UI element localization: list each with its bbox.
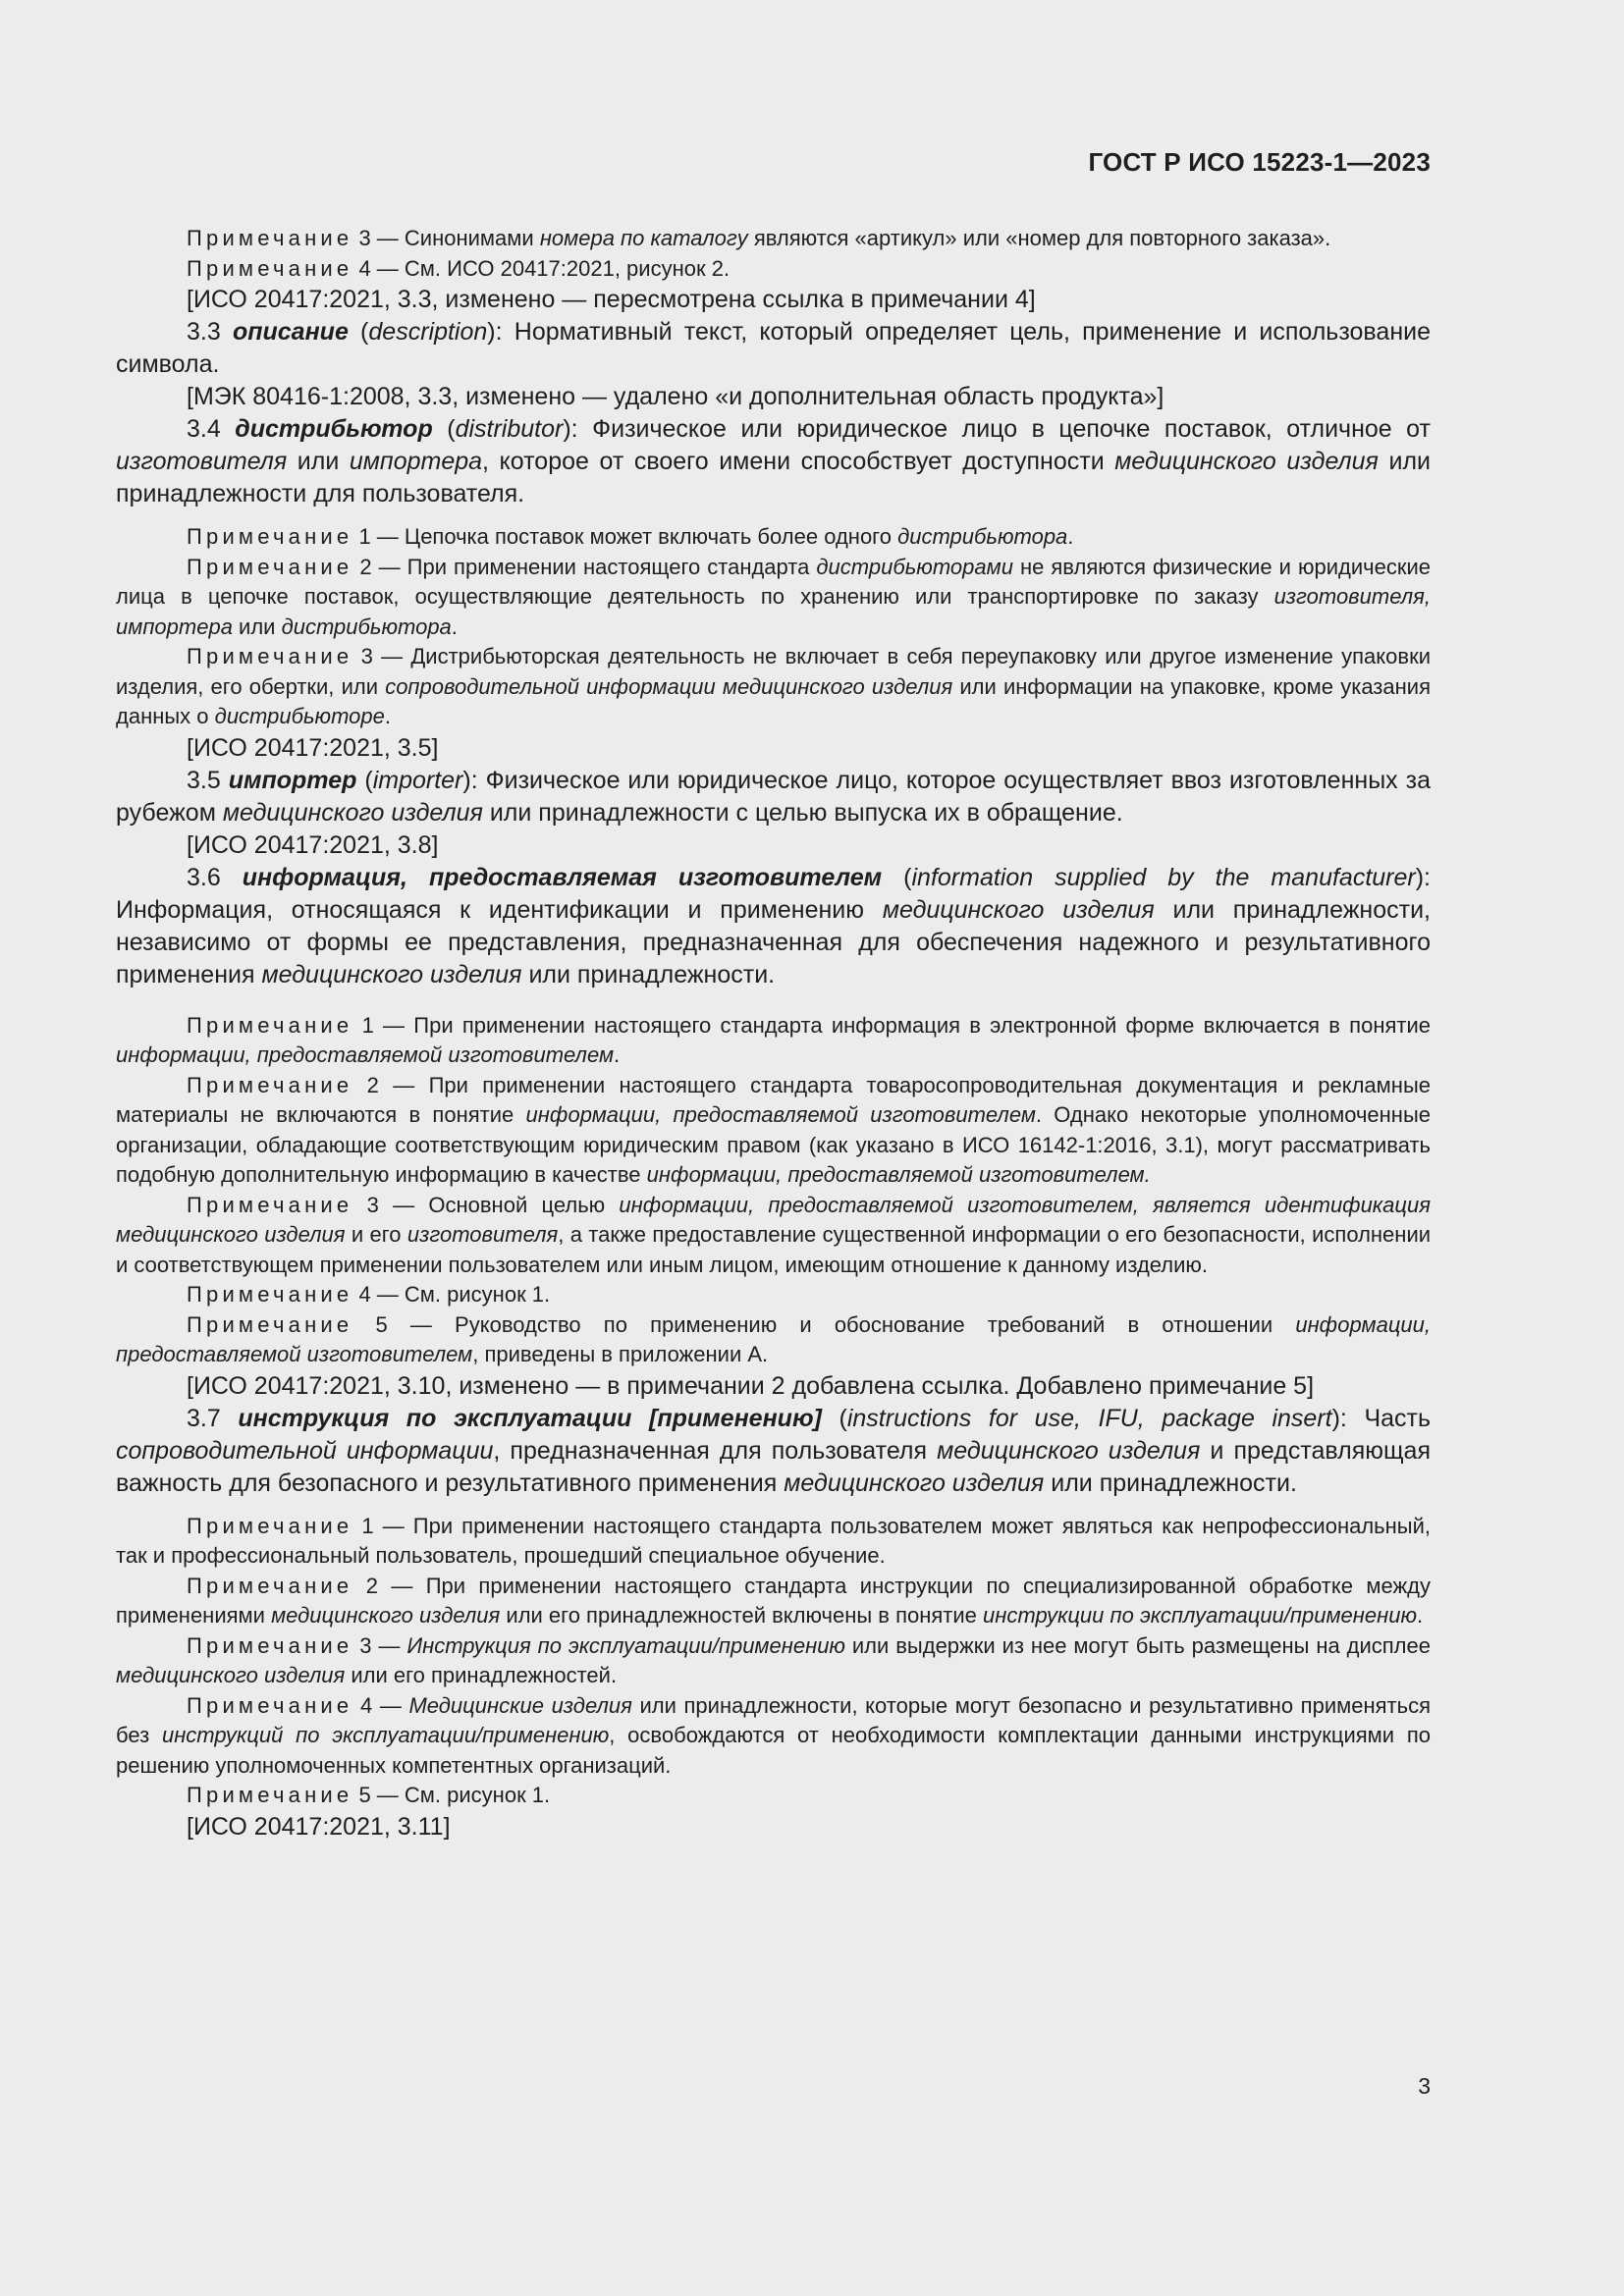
term-heading: описание <box>232 318 349 346</box>
text-run: 3.6 <box>187 863 243 891</box>
italic-term: distributor <box>455 415 564 443</box>
italic-term: сопроводительной информации медицинского изделия <box>385 673 953 699</box>
text-run: ( <box>348 318 369 346</box>
text-run: 4 — См. рисунок 1. <box>352 1282 551 1307</box>
text-run: не являются физические и юридические лица в цепочке поставок, осуществляющие деятельность по хранению или транспортировке по заказу <box>116 554 1431 609</box>
note-paragraph <box>116 1691 1431 1782</box>
text-paragraph <box>116 316 1431 381</box>
italic-term: медицинского изделия <box>1114 448 1379 475</box>
note-paragraph <box>116 1631 1431 1691</box>
text-run: и представляющая важность для безопасного и результативного применения <box>116 1436 1431 1497</box>
text-run: [ИСО 20417:2021, 3.8] <box>187 830 439 859</box>
italic-term: импортера <box>349 448 483 475</box>
term-heading: инструкция по эксплуатации [применению] <box>238 1404 822 1432</box>
text-paragraph <box>116 381 1431 413</box>
text-paragraph <box>116 765 1431 829</box>
italic-term: description <box>368 318 488 346</box>
text-run: 2 — При применении настоящего стандарта товаросопроводительная документация и рекламные материалы не включаются в понятие <box>116 1072 1431 1127</box>
note-label: Примечание <box>187 255 353 281</box>
text-run: 3.4 <box>187 415 236 443</box>
note-paragraph <box>116 522 1431 553</box>
text-run: . Однако некоторые уполномоченные организации, обладающие соответствующим юридическим правом (как указано в ИСО 16142-1:2016, 3.1), могут рассматривать подобную дополнительную информацию в качестве <box>116 1102 1431 1187</box>
italic-term: медицинского изделия <box>261 960 522 988</box>
note-paragraph <box>116 1011 1431 1071</box>
italic-term: information supplied by the manufacturer <box>911 863 1416 891</box>
note-paragraph <box>116 1781 1431 1811</box>
text-run: 3 — Синонимами <box>352 226 540 250</box>
text-run: . <box>384 704 391 728</box>
italic-term: importer <box>372 766 463 794</box>
text-run: , освобождаются от необходимости комплектации данными инструкциями по решению уполномоченных компетентных организаций. <box>116 1723 1431 1778</box>
text-run: 5 — См. рисунок 1. <box>352 1783 551 1807</box>
text-run: или информации на упаковке, кроме указания данных о <box>116 673 1431 728</box>
italic-term: instructions for use, IFU, package insert <box>846 1404 1332 1432</box>
note-label: Примечание <box>187 1192 353 1217</box>
text-run: ): Физическое или юридическое лицо в цепочке поставок, отличное от <box>563 415 1431 443</box>
italic-term: медицинского изделия <box>937 1436 1201 1465</box>
text-run: 4 — <box>352 1692 409 1718</box>
text-run: [ИСО 20417:2021, 3.3, изменено — пересмотрена ссылка в примечании 4] <box>187 286 1036 313</box>
text-run: 1 — При применении настоящего стандарта информация в электронной форме включается в понятие <box>352 1012 1431 1038</box>
note-label: Примечание <box>187 524 353 549</box>
text-run: ): Часть <box>1331 1404 1432 1432</box>
text-run: [ИСО 20417:2021, 3.11] <box>187 1812 451 1841</box>
text-run: или его принадлежностей. <box>345 1663 618 1687</box>
text-run: или принадлежности. <box>1044 1468 1297 1497</box>
italic-term: медицинского изделия <box>784 1468 1045 1497</box>
text-run: . <box>614 1042 621 1067</box>
text-paragraph <box>116 829 1431 862</box>
text-run: . <box>1417 1603 1424 1628</box>
note-paragraph <box>116 1071 1431 1191</box>
note-label: Примечание <box>187 1573 353 1598</box>
note-label: Примечание <box>187 1012 353 1038</box>
text-run: ( <box>821 1404 847 1432</box>
italic-term: сопроводительной информации <box>116 1436 494 1465</box>
note-paragraph <box>116 1280 1431 1310</box>
note-paragraph <box>116 1512 1431 1572</box>
note-label: Примечание <box>187 1692 353 1718</box>
text-run: 3 — <box>352 1632 407 1658</box>
text-paragraph <box>116 862 1431 991</box>
term-heading: импортер <box>228 766 357 794</box>
text-run: или принадлежности, независимо от формы ее представления, предназначенная для обеспечения надежного и результативного применения <box>116 895 1432 988</box>
text-run: ( <box>882 863 912 891</box>
text-paragraph <box>116 1403 1431 1500</box>
text-run: или его принадлежностей включены в понятие <box>500 1603 984 1628</box>
italic-term: инструкций по эксплуатации/применению <box>161 1723 610 1747</box>
text-paragraph <box>116 1370 1431 1403</box>
text-run: 3.5 <box>187 766 229 794</box>
note-label: Примечание <box>187 554 353 579</box>
italic-term: информации, предоставляемой изготовителем. <box>646 1162 1151 1187</box>
text-run: [ИСО 20417:2021, 3.10, изменено — в примечании 2 добавлена ссылка. Добавлено примечание 5] <box>187 1371 1315 1400</box>
text-run: [МЭК 80416-1:2008, 3.3, изменено — удалено «и дополнительная область продукта»] <box>187 383 1164 410</box>
italic-term: медицинского изделия <box>116 1663 346 1687</box>
note-paragraph <box>116 553 1431 643</box>
text-run: или <box>232 614 282 639</box>
italic-term: изготовителя <box>116 448 288 475</box>
text-run: 3.7 <box>187 1404 239 1432</box>
text-run: ): Физическое или юридическое лицо, которое осуществляет ввоз изготовленных за рубежом <box>116 766 1431 827</box>
note-paragraph <box>116 1572 1431 1631</box>
italic-term: Медицинские изделия <box>408 1692 632 1718</box>
italic-term: медицинского изделия <box>882 895 1155 924</box>
note-paragraph <box>116 254 1431 285</box>
note-paragraph <box>116 642 1431 732</box>
italic-term: изготовителя, импортера <box>116 584 1431 639</box>
note-label: Примечание <box>187 1783 353 1807</box>
note-label: Примечание <box>187 226 353 250</box>
text-run: 1 — При применении настоящего стандарта пользователем может являться как непрофессиональный, так и профессиональный пользователь, прошедший специальное обучение. <box>116 1513 1431 1568</box>
text-run: 5 — Руководство по применению и обоснование требований в отношении <box>352 1311 1296 1337</box>
text-run: , которое от своего имени способствует доступности <box>482 448 1115 475</box>
note-label: Примечание <box>187 644 353 668</box>
text-run: , а также предоставление существенной информации о его безопасности, исполнении и соответствующем применении пользователем или иным лицом, имеющим отношение к данному изделию. <box>116 1222 1432 1277</box>
text-run: являются «артикул» или «номер для повторного заказа». <box>747 226 1331 250</box>
text-run: ( <box>356 766 373 794</box>
italic-term: информации, предоставляемой изготовителем <box>525 1102 1036 1127</box>
text-run: или <box>287 448 350 475</box>
text-run: или принадлежности. <box>521 960 776 988</box>
italic-term: информации, предоставляемой изготовителем <box>116 1311 1431 1366</box>
text-paragraph <box>116 284 1431 316</box>
note-label: Примечание <box>187 1072 353 1097</box>
text-run: 1 — Цепочка поставок может включать более одного <box>352 524 898 549</box>
note-label: Примечание <box>187 1282 353 1307</box>
italic-term: инструкции по эксплуатации/применению <box>983 1603 1418 1628</box>
text-run: . <box>1067 524 1074 549</box>
document-body <box>116 224 1431 1843</box>
note-label: Примечание <box>187 1311 353 1337</box>
italic-term: дистрибьюторе <box>214 704 385 728</box>
note-paragraph <box>116 224 1431 254</box>
text-run: или выдержки из нее могут быть размещены на дисплее <box>844 1632 1431 1658</box>
text-run: 3.3 <box>187 318 233 346</box>
italic-term: информации, предоставляемой изготовителем, является идентификация медицинского изделия <box>116 1192 1431 1247</box>
italic-term: изготовителя <box>406 1222 559 1247</box>
italic-term: номера по каталогу <box>539 226 748 250</box>
note-paragraph <box>116 1310 1431 1370</box>
italic-term: дистрибьютора <box>897 524 1068 549</box>
text-run: или принадлежности с целью выпуска их в обращение. <box>482 798 1123 827</box>
term-heading: информация, предоставляемая изготовителем <box>242 863 883 891</box>
text-paragraph <box>116 732 1431 765</box>
document-code-header: ГОСТ Р ИСО 15223-1—2023 <box>1088 147 1431 177</box>
text-run: или принадлежности, которые могут безопасно и результативно применяться без <box>116 1692 1431 1747</box>
text-run: , предназначенная для пользователя <box>493 1436 938 1465</box>
term-heading: дистрибьютор <box>235 415 433 443</box>
text-run: ): Информация, относящаяся к идентификации и применению <box>116 863 1432 924</box>
text-run: [ИСО 20417:2021, 3.5] <box>187 733 439 762</box>
italic-term: дистрибьютора <box>281 614 452 639</box>
note-paragraph <box>116 1191 1431 1281</box>
document-page <box>116 0 1431 2296</box>
text-run: 3 — Дистрибьюторская деятельность не включает в себя переупаковку или другое изменение упаковки изделия, его обертки, или <box>116 644 1431 699</box>
text-run: , приведены в приложении А. <box>472 1342 769 1366</box>
text-paragraph <box>116 413 1431 510</box>
text-run: ): Нормативный текст, который определяет цель, применение и использование символа. <box>116 318 1431 378</box>
text-run: . <box>451 614 458 639</box>
italic-term: дистрибьюторами <box>816 554 1013 579</box>
italic-term: медицинского изделия <box>222 798 483 827</box>
text-run: или принадлежности для пользователя. <box>116 448 1431 507</box>
italic-term: медицинского изделия <box>271 1603 501 1628</box>
note-label: Примечание <box>187 1632 353 1658</box>
italic-term: информации, предоставляемой изготовителем <box>116 1042 615 1067</box>
text-run: 3 — Основной целью <box>352 1192 620 1217</box>
text-run: 2 — При применении настоящего стандарта инструкции по специализированной обработке между применениями <box>116 1573 1431 1628</box>
text-run: 2 — При применении настоящего стандарта <box>352 554 817 579</box>
italic-term: Инструкция по эксплуатации/применению <box>406 1632 845 1658</box>
page-number: 3 <box>1418 2073 1431 2099</box>
note-label: Примечание <box>187 1513 353 1538</box>
text-run: 4 — См. ИСО 20417:2021, рисунок 2. <box>352 255 731 281</box>
text-run: и его <box>345 1222 407 1247</box>
text-run: ( <box>432 415 456 443</box>
text-paragraph <box>116 1811 1431 1843</box>
